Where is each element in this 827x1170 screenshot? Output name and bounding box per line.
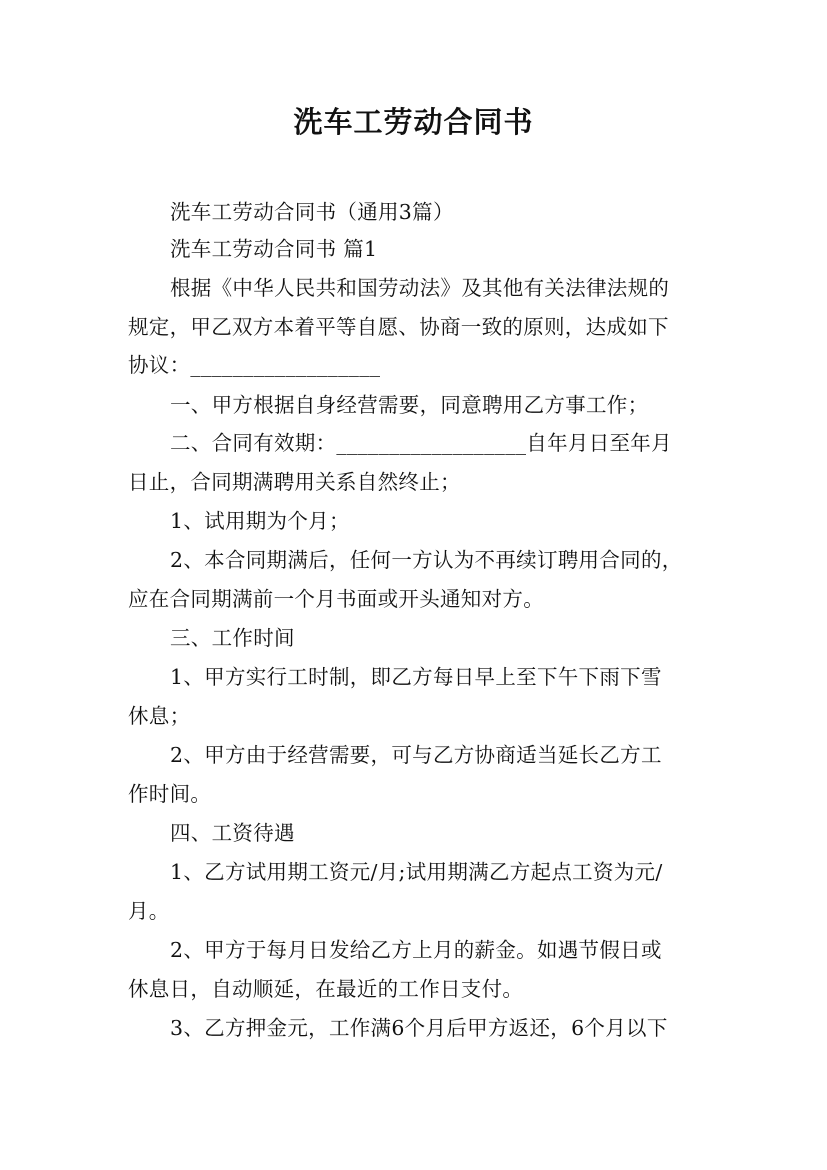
paragraph-line: 作时间。 — [128, 782, 212, 806]
paragraph-line: 月。 — [128, 899, 170, 923]
section-heading: 三、工作时间 — [170, 626, 295, 650]
paragraph-line: 规定，甲乙双方本着平等自愿、协商一致的原则，达成如下 — [128, 315, 669, 339]
paragraph-line: 一、甲方根据自身经营需要，同意聘用乙方事工作； — [170, 393, 649, 417]
paragraph-line: 1、乙方试用期工资元/月;试用期满乙方起点工资为元/ — [170, 860, 663, 884]
paragraph-line: 根据《中华人民共和国劳动法》及其他有关法律法规的 — [170, 276, 670, 300]
paragraph-line: 日止，合同期满聘用关系自然终止； — [128, 470, 461, 494]
paragraph-line: 二、合同有效期：__________________自年月日至年月 — [170, 431, 672, 455]
paragraph-line: 3、乙方押金元，工作满6个月后甲方返还，6个月以下 — [170, 1016, 668, 1040]
paragraph-line: 2、甲方由于经营需要，可与乙方协商适当延长乙方工 — [170, 743, 662, 767]
paragraph-line: 洗车工劳动合同书（通用3篇） — [170, 200, 454, 224]
paragraph-line: 协议：__________________ — [128, 353, 381, 377]
section-heading: 四、工资待遇 — [170, 821, 295, 845]
paragraph-line: 1、甲方实行工时制，即乙方每日早上至下午下雨下雪 — [170, 665, 662, 689]
paragraph-line: 应在合同期满前一个月书面或开头通知对方。 — [128, 587, 544, 611]
paragraph-line: 1、试用期为个月； — [170, 509, 350, 533]
document-title: 洗车工劳动合同书 — [293, 105, 534, 139]
paragraph-line: 休息； — [128, 704, 191, 728]
paragraph-line: 2、本合同期满后，任何一方认为不再续订聘用合同的， — [170, 548, 683, 572]
paragraph-line: 2、甲方于每月日发给乙方上月的薪金。如遇节假日或 — [170, 938, 662, 962]
paragraph-line: 洗车工劳动合同书 篇1 — [170, 237, 378, 261]
paragraph-line: 休息日，自动顺延，在最近的工作日支付。 — [128, 977, 524, 1001]
